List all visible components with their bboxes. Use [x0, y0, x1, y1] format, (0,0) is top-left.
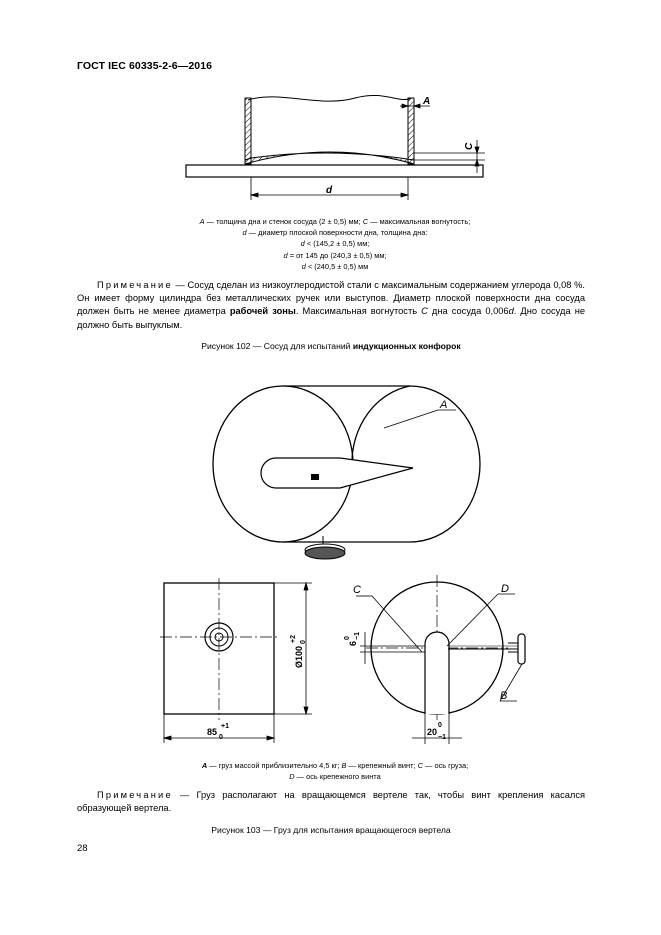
label-a-103: A	[440, 399, 448, 411]
dim-slot-main: 20	[427, 727, 438, 737]
dim-six-sub: −1	[354, 632, 361, 640]
figure-103-legend: A — груз массой приблизительно 4,5 кг; B — крепежный винт; C — ось груза; D — ось крепежного винта	[201, 761, 469, 782]
figure-103-note: Примечание — Груз располагают на вращающемся вертеле так, чтобы винт крепления касался образующей вертела.	[77, 790, 585, 814]
label-b-103: B	[500, 690, 508, 702]
label-a-102: A	[423, 96, 431, 107]
label-c-103: C	[353, 584, 361, 596]
screw-b	[448, 634, 525, 664]
label-d-102: d	[326, 185, 333, 196]
figure-102-legend: A — толщина дна и стенок сосуда (2 ± 0,5) мм; C — максимальная вогнутость; d — диаметр плоской поверхности дна, толщина дна: d < (145,2 ± 0,5) мм; d = от 145 до (240,3 ± 0,5) мм; d < (240,5 ± 0,5) мм	[199, 217, 471, 271]
dimension-diameter	[274, 583, 312, 714]
slot-screw-head	[311, 474, 319, 480]
dim-six-main: 6	[348, 640, 358, 646]
page-number: 28	[77, 843, 88, 854]
document-header: ГОСТ IEC 60335-2-6—2016	[77, 60, 213, 72]
dim-width-sup: +1	[221, 723, 229, 730]
dim-dia-sup: +2	[290, 635, 297, 643]
label-d-103: D	[501, 583, 509, 595]
front-view-square	[160, 578, 278, 720]
label-c-102: C	[464, 142, 475, 150]
dim-slot-sub: −1	[438, 734, 446, 741]
dim-dia-main: Ø100	[294, 645, 304, 668]
dim-dia-sub: 0	[300, 640, 307, 644]
dim-six-sup: 0	[344, 636, 351, 640]
side-view-circle	[366, 575, 508, 720]
dim-slot-sup: 0	[438, 722, 442, 729]
figure-103-caption: Рисунок 103 — Груз для испытания вращающегося вертела	[211, 825, 451, 835]
dim-width-sub: 0	[219, 734, 223, 741]
figure-102-caption: Рисунок 102 — Сосуд для испытаний индукционных конфорок	[201, 341, 461, 351]
dim-width-main: 85	[207, 727, 218, 737]
figure-102-note: Примечание — Сосуд сделан из низкоуглеродистой стали с максимальным содержанием углерода 0,08 %. Он имеет форму цилиндра без металлических ручек или выступов. Диаметр плоской поверхности дна сосуда должен быть не менее диаметра рабочей зоны. Максимальная вогнутость C дна сосуда 0,006d. Дно сосуда не должно быть выпуклым.	[77, 280, 585, 330]
